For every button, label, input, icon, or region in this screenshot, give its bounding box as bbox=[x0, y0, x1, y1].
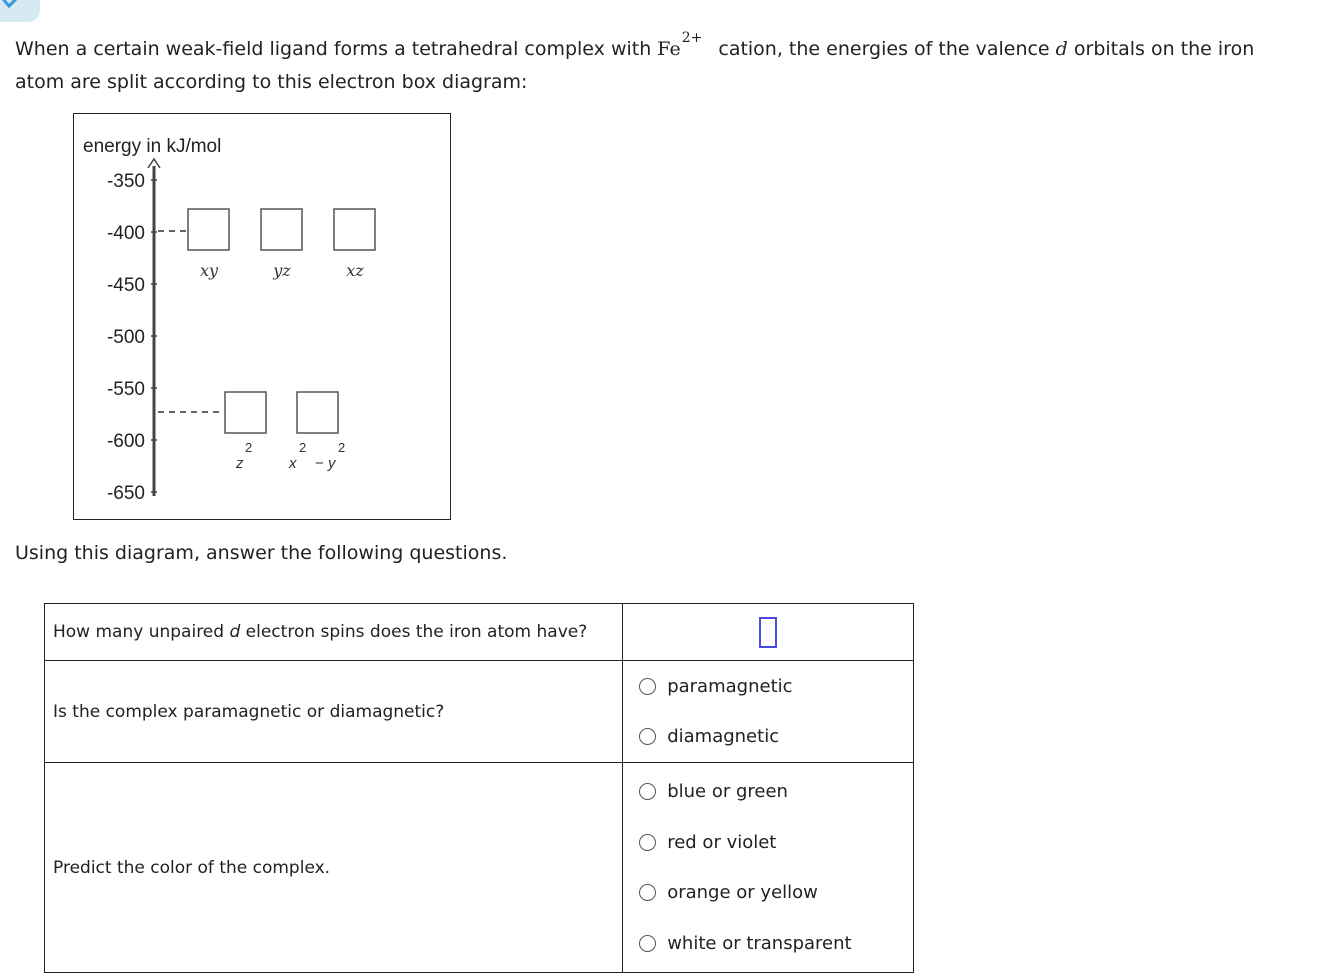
intro-part-3: orbitals on the iron atom are split according to this electron box diagram: bbox=[15, 38, 1255, 93]
ion-symbol: Fe bbox=[657, 38, 681, 60]
radio-button[interactable] bbox=[639, 728, 656, 745]
question-row-unpaired bbox=[45, 604, 914, 661]
axis-tick-label: -550 bbox=[106, 379, 145, 400]
electron-box-diagram bbox=[73, 113, 451, 520]
orbital-box-x2-y2 bbox=[297, 392, 338, 433]
option-diamagnetic[interactable]: diamagnetic bbox=[623, 712, 913, 763]
orbital-label-xy: xy bbox=[199, 261, 219, 280]
answer-cell-unpaired bbox=[623, 604, 914, 661]
intro-part-2: cation, the energies of the valence bbox=[712, 38, 1056, 60]
radio-button[interactable] bbox=[639, 783, 656, 800]
ion-charge: 2+ bbox=[681, 30, 703, 46]
option-paramagnetic[interactable]: paramagnetic bbox=[623, 661, 913, 712]
question-color: Predict the color of the complex. bbox=[45, 763, 623, 973]
question-magnetism: Is the complex paramagnetic or diamagnetic? bbox=[45, 661, 623, 763]
orbital-box-yz bbox=[261, 209, 302, 250]
axis-tick-label: -450 bbox=[106, 275, 145, 296]
orbital-label-x2-y2 bbox=[288, 440, 345, 472]
orbital-box-xz bbox=[334, 209, 375, 250]
check-icon bbox=[0, 0, 20, 10]
svg-text:2: 2 bbox=[299, 440, 307, 455]
unpaired-count-input[interactable] bbox=[759, 617, 777, 648]
axis-tick-label: -400 bbox=[106, 223, 145, 244]
axis-tick-label: -600 bbox=[106, 431, 145, 452]
d-variable: d bbox=[1055, 38, 1068, 60]
radio-button[interactable] bbox=[639, 834, 656, 851]
answer-cell-color bbox=[623, 763, 914, 973]
axis-tick-label: -500 bbox=[106, 327, 145, 348]
question-row-magnetism bbox=[45, 661, 914, 763]
axis-tick-label: -650 bbox=[106, 483, 145, 504]
svg-text:x: x bbox=[289, 455, 297, 472]
svg-text:z: z bbox=[236, 455, 244, 472]
intro-text bbox=[15, 30, 1305, 98]
radio-button[interactable] bbox=[639, 678, 656, 695]
svg-text:2: 2 bbox=[338, 440, 346, 455]
questions-table bbox=[44, 603, 914, 973]
intro-part-1: When a certain weak-field ligand forms a tetrahedral complex with bbox=[15, 38, 658, 60]
svg-text:2: 2 bbox=[245, 440, 253, 455]
radio-button[interactable] bbox=[639, 884, 656, 901]
instructions-text: Using this diagram, answer the following questions. bbox=[15, 542, 508, 564]
orbital-box-xy bbox=[188, 209, 229, 250]
answer-cell-magnetism bbox=[623, 661, 914, 763]
orbital-label-z2 bbox=[235, 440, 252, 472]
question-row-color bbox=[45, 763, 914, 973]
option-blue-green[interactable]: blue or green bbox=[623, 767, 913, 818]
svg-text:−: − bbox=[315, 455, 324, 472]
axis-label: energy in kJ/mol bbox=[83, 136, 222, 157]
orbital-label-xz: xz bbox=[346, 261, 364, 280]
option-orange-yellow[interactable]: orange or yellow bbox=[623, 868, 913, 919]
question-unpaired: How many unpaired d electron spins does the iron atom have? bbox=[45, 604, 623, 661]
orbital-box-z2 bbox=[225, 392, 266, 433]
check-tab bbox=[0, 0, 40, 22]
radio-button[interactable] bbox=[639, 935, 656, 952]
axis-tick-label: -350 bbox=[106, 171, 145, 192]
option-white-transparent[interactable]: white or transparent bbox=[623, 918, 913, 969]
svg-text:y: y bbox=[328, 455, 336, 472]
orbital-label-yz: yz bbox=[273, 261, 291, 280]
option-red-violet[interactable]: red or violet bbox=[623, 817, 913, 868]
